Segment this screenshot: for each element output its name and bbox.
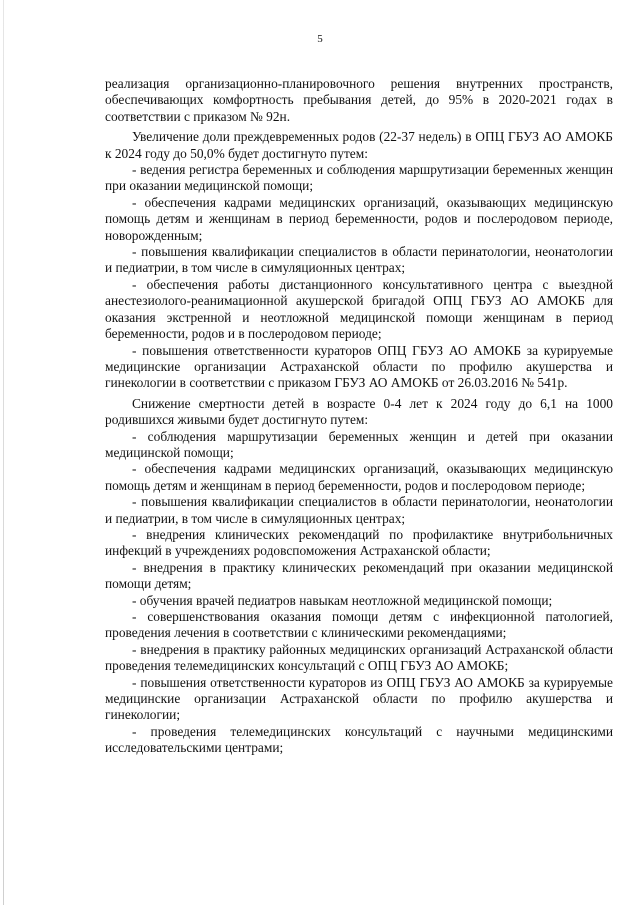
list-item: - обучения врачей педиатров навыкам неотложной медицинской помощи; xyxy=(132,592,553,608)
paragraph-1: реализация организационно-планировочного решения внутренних пространств, обеспечивающих комфортность пребывания детей, до 95% в 2020-2021 годах в соответствии с приказом № 92н. xyxy=(105,76,613,124)
list-item: - соблюдения маршрутизации беременных женщин и детей при оказании медицинской помощи; xyxy=(105,428,613,460)
paragraph-2: Увеличение доли преждевременных родов (22-37 недель) в ОПЦ ГБУЗ АО АМОКБ к 2024 году до 50,0% будет достигнуто путем: xyxy=(105,129,613,161)
list-item: - внедрения клинических рекомендаций по профилактике внутрибольничных инфекций в учреждениях родовспоможения Астраханской области; xyxy=(105,526,613,559)
list-item: - ведения регистра беременных и соблюдения маршрутизации беременных женщин при оказании медицинской помощи; xyxy=(105,162,613,194)
list-item: - повышения квалификации специалистов в области перинатологии, неонатологии и педиатрии, в том числе в симуляционных центрах; xyxy=(105,244,613,276)
list-item: - обеспечения работы дистанционного консультативного центра с выездной анестезиолого-реанимационной акушерской бригадой ОПЦ ГБУЗ АО АМОКБ для оказания экстренной и неотложной медицинской помощи женщинам в период беременности, родов и в послеродовом периоде; xyxy=(105,276,613,342)
list-item: - проведения телемедицинских консультаций с научными медицинскими исследовательскими центрами; xyxy=(105,723,613,756)
list-item: - повышения квалификации специалистов в области перинатологии, неонатологии и педиатрии, в том числе в симуляционных центрах; xyxy=(105,494,613,526)
list-item: - обеспечения кадрами медицинских организаций, оказывающих медицинскую помощь детям и женщинам в период беременности, родов и послеродовом периоде, новорожденным; xyxy=(105,194,613,243)
list-item: - совершенствования оказания помощи детям с инфекционной патологией, проведения лечения в соответствии с клиническими рекомендациями; xyxy=(105,609,613,641)
list-item: - обеспечения кадрами медицинских организаций, оказывающих медицинскую помощь детям и женщинам в период беременности, родов и послеродовом периоде; xyxy=(105,461,613,493)
page-edge xyxy=(3,0,4,905)
document-body xyxy=(105,76,613,757)
list-item: - повышения ответственности кураторов из ОПЦ ГБУЗ АО АМОКБ за курируемые медицинские организации Астраханской области по профилю акушерства и гинекологии; xyxy=(105,674,613,723)
page-number: 5 xyxy=(317,33,323,45)
list-item: - внедрения в практику районных медицинских организаций Астраханской области проведения телемедицинских консультаций с ОПЦ ГБУЗ АО АМОКБ; xyxy=(105,641,613,674)
list-item: - внедрения в практику клинических рекомендаций при оказании медицинской помощи детям; xyxy=(105,559,613,592)
paragraph-3: Снижение смертности детей в возрасте 0-4 лет к 2024 году до 6,1 на 1000 родившихся живыми будет достигнуто путем: xyxy=(105,395,613,428)
list-item: - повышения ответственности кураторов ОПЦ ГБУЗ АО АМОКБ за курируемые медицинские организации Астраханской области по профилю акушерства и гинекологии в соответствии с приказом ГБУЗ АО АМОКБ от 26.03.2016 № 541р. xyxy=(105,342,613,391)
